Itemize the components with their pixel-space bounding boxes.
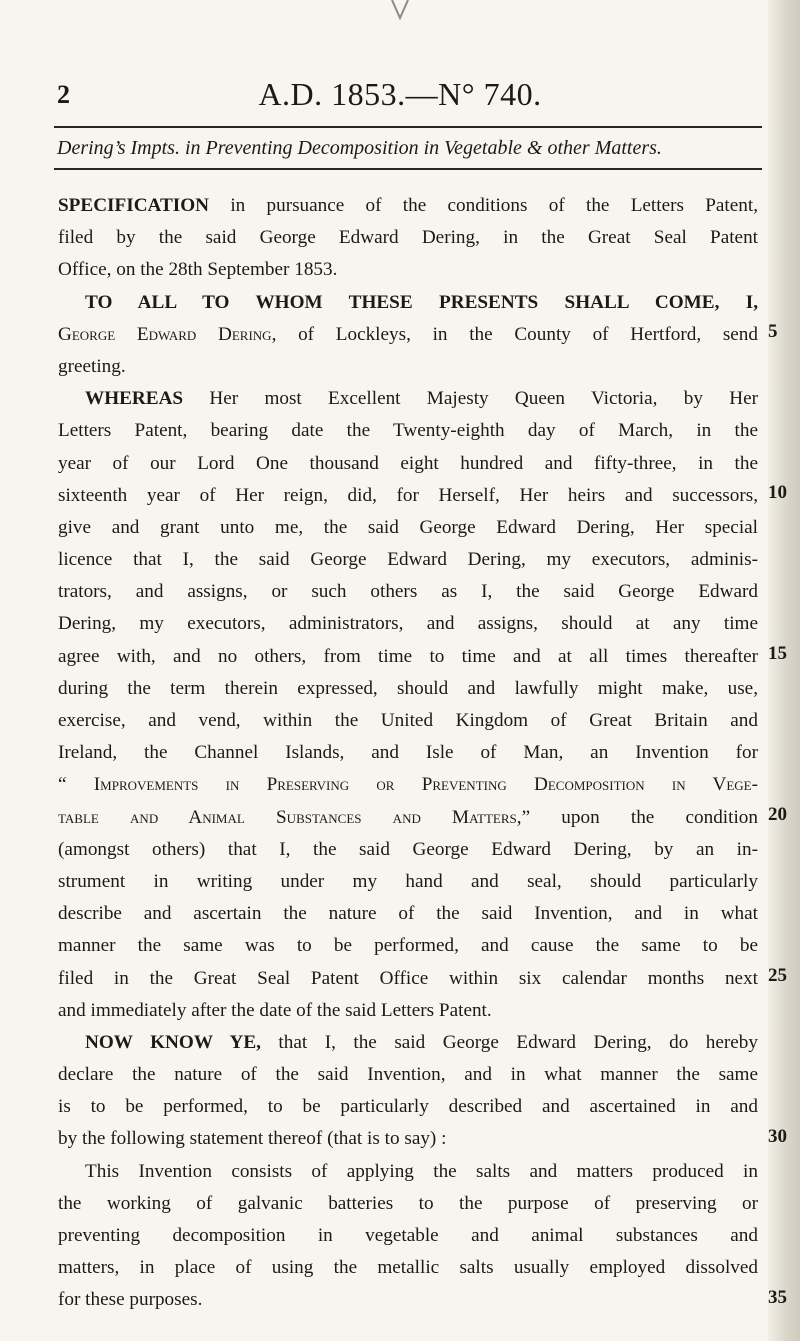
text-line bbox=[58, 1252, 758, 1284]
text-line bbox=[58, 383, 758, 415]
text-span: Office, on the 28th September 1853. bbox=[58, 259, 338, 281]
text-span: Letters Patent, bearing date the Twenty-eighth day of March, in the bbox=[58, 420, 758, 442]
text-span: agree with, and no others, from time to time and at all times thereafter bbox=[58, 645, 758, 667]
text-span: trators, and assigns, or such others as I, the said George Edward bbox=[58, 581, 758, 603]
running-head: Dering’s Impts. in Preventing Decomposition in Vegetable & other Matters. bbox=[57, 137, 662, 159]
text-span: that I, the said George Edward Dering, do hereby bbox=[260, 1031, 758, 1053]
text-line bbox=[58, 769, 758, 801]
text-line bbox=[58, 1188, 758, 1220]
text-line bbox=[58, 898, 758, 930]
text-line bbox=[58, 737, 758, 769]
text-span: give and grant unto me, the said George Edward Dering, Her special bbox=[58, 516, 758, 538]
text-span: year of our Lord One thousand eight hundred and fifty-three, in the bbox=[58, 452, 758, 474]
text-span: , of Lockleys, in the County of Hertford, send bbox=[271, 323, 758, 345]
text-line bbox=[58, 190, 758, 222]
page-number: 2 bbox=[57, 80, 70, 109]
text-span: SPECIFICATION bbox=[58, 195, 210, 216]
text-span: filed in the Great Seal Patent Office within six calendar months next bbox=[58, 967, 758, 989]
text-line bbox=[58, 1156, 758, 1188]
text-span: TO ALL TO WHOM THESE PRESENTS SHALL COME, I, bbox=[85, 291, 758, 313]
line-number: 15 bbox=[768, 642, 787, 664]
text-line bbox=[58, 351, 758, 383]
text-line bbox=[58, 1027, 758, 1059]
text-span: Her most Excellent Majesty Queen Victoria, by Her bbox=[183, 388, 758, 410]
text-line bbox=[58, 705, 758, 737]
text-span: matters, in place of using the metallic salts usually employed dissolved bbox=[58, 1257, 758, 1279]
text-span: in pursuance of the conditions of the Letters Patent, bbox=[209, 195, 758, 216]
text-line bbox=[58, 608, 758, 640]
text-line bbox=[58, 834, 758, 866]
header-rule-top bbox=[54, 126, 762, 128]
text-span: the working of galvanic batteries to the purpose of preserving or bbox=[58, 1192, 758, 1214]
line-number: 35 bbox=[768, 1286, 787, 1308]
text-span: (amongst others) that I, the said George Edward Dering, by an in- bbox=[58, 838, 758, 860]
binding-mark-icon bbox=[386, 0, 416, 20]
text-span: filed by the said George Edward Dering, in the Great Seal Patent bbox=[58, 227, 758, 249]
text-line bbox=[58, 866, 758, 898]
text-line bbox=[58, 995, 758, 1027]
text-span: table and Animal Substances and Matters, bbox=[58, 806, 522, 828]
text-line bbox=[58, 544, 758, 576]
text-line bbox=[58, 1220, 758, 1252]
text-span: licence that I, the said George Edward Dering, my executors, adminis- bbox=[58, 549, 758, 571]
text-span: is to be performed, to be particularly described and ascertained in and bbox=[58, 1096, 758, 1118]
text-span: declare the nature of the said Invention, and in what manner the same bbox=[58, 1064, 758, 1086]
text-span: George Edward Dering bbox=[58, 323, 272, 345]
page-title: A.D. 1853.—N° 740. bbox=[258, 76, 542, 112]
text-span: NOW KNOW YE, bbox=[85, 1031, 261, 1053]
line-number: 10 bbox=[768, 481, 787, 503]
text-span: ” upon the condition bbox=[521, 806, 758, 828]
text-line bbox=[58, 1123, 758, 1155]
text-line bbox=[58, 576, 758, 608]
line-number: 25 bbox=[768, 964, 787, 986]
text-line bbox=[58, 930, 758, 962]
text-span: and immediately after the date of the said Letters Patent. bbox=[58, 999, 492, 1021]
text-span: WHEREAS bbox=[85, 388, 184, 410]
text-line bbox=[58, 641, 758, 673]
text-span: during the term therein expressed, should and lawfully might make, use, bbox=[58, 677, 758, 699]
text-span: Ireland, the Channel Islands, and Isle of Man, an Invention for bbox=[58, 742, 758, 764]
text-span: This Invention consists of applying the salts and matters produced in bbox=[85, 1160, 758, 1182]
text-line bbox=[58, 415, 758, 447]
text-line bbox=[58, 480, 758, 512]
specification-text bbox=[58, 190, 758, 1317]
text-span: strument in writing under my hand and seal, should particularly bbox=[58, 870, 758, 892]
text-span: greeting. bbox=[58, 355, 126, 377]
text-line bbox=[58, 963, 758, 995]
text-line bbox=[58, 673, 758, 705]
text-line bbox=[58, 448, 758, 480]
text-line bbox=[58, 287, 758, 319]
text-line bbox=[58, 1059, 758, 1091]
line-number: 5 bbox=[768, 320, 778, 342]
text-span: describe and ascertain the nature of the said Invention, and in what bbox=[58, 903, 758, 925]
line-number: 30 bbox=[768, 1125, 787, 1147]
text-line bbox=[58, 319, 758, 351]
text-line bbox=[58, 254, 758, 286]
text-line bbox=[58, 802, 758, 834]
line-number: 20 bbox=[768, 803, 787, 825]
text-span: Dering, my executors, administrators, and assigns, should at any time bbox=[58, 613, 758, 635]
text-span: Improvements in Preserving or Preventing Decomposition in Vege- bbox=[93, 774, 758, 796]
text-line bbox=[58, 1091, 758, 1123]
text-line bbox=[58, 222, 758, 254]
text-span: sixteenth year of Her reign, did, for Herself, Her heirs and successors, bbox=[58, 484, 758, 506]
text-line bbox=[58, 1284, 758, 1316]
text-span: for these purposes. bbox=[58, 1289, 203, 1311]
text-span: manner the same was to be performed, and cause the same to be bbox=[58, 935, 758, 957]
text-span: exercise, and vend, within the United Kingdom of Great Britain and bbox=[58, 710, 758, 731]
text-span: “ bbox=[58, 774, 94, 796]
header-rule-bottom bbox=[54, 168, 762, 170]
text-span: by the following statement thereof (that is to say) : bbox=[58, 1128, 447, 1150]
text-span: preventing decomposition in vegetable and animal substances and bbox=[58, 1225, 758, 1246]
text-line bbox=[58, 512, 758, 544]
